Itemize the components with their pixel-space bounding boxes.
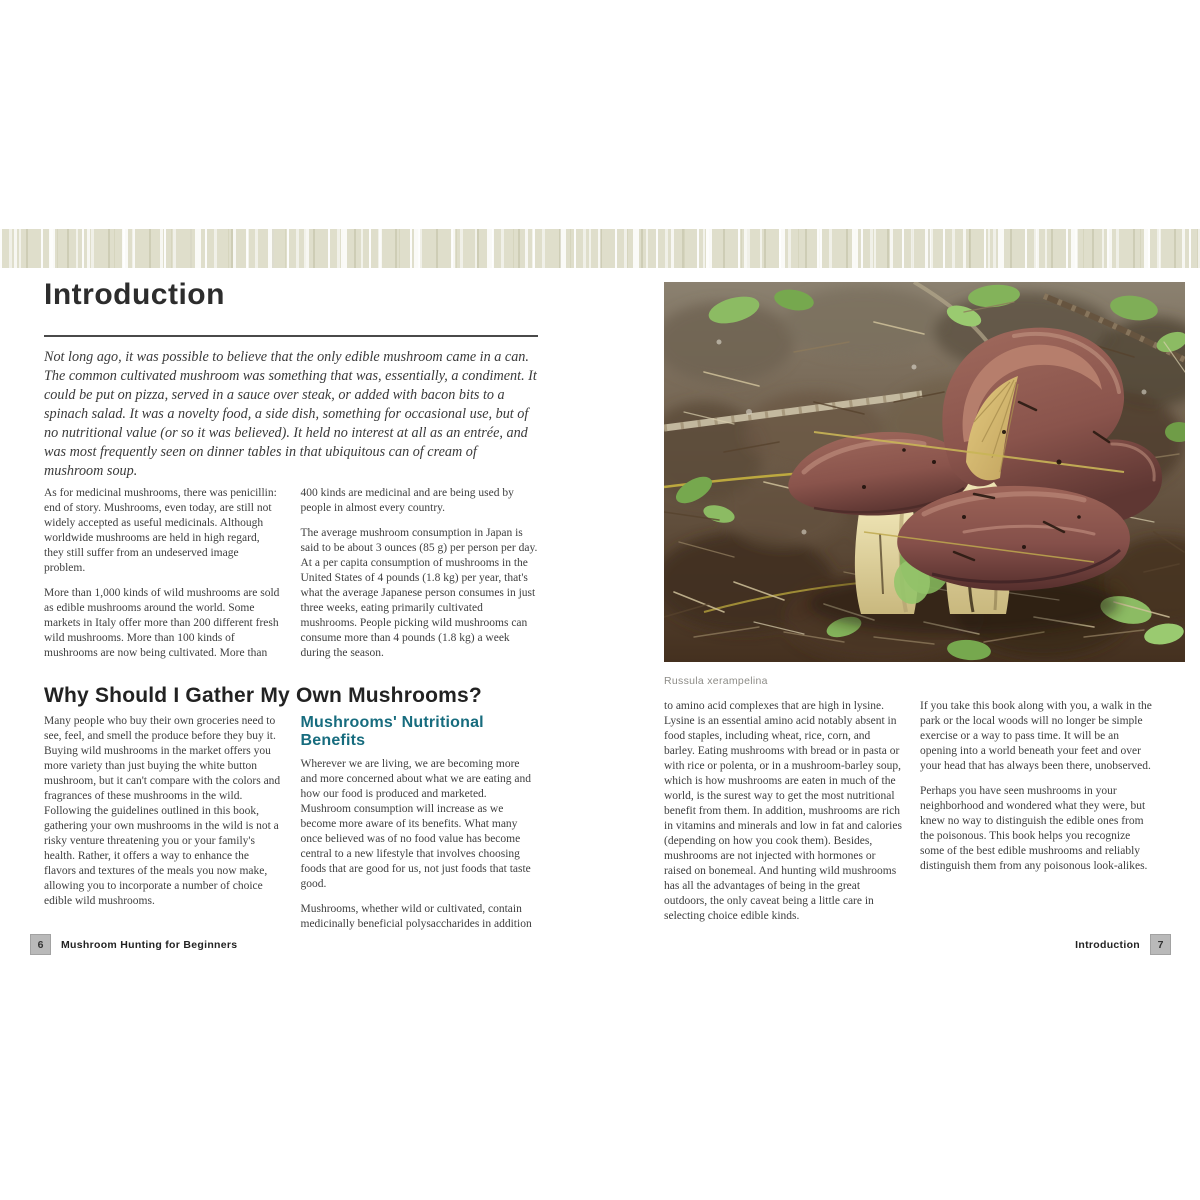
photo-caption: Russula xerampelina (664, 675, 768, 687)
right-page-columns (664, 699, 1157, 934)
page-number-left: 6 (30, 934, 51, 955)
left-page (44, 280, 538, 930)
right-page (664, 282, 1185, 934)
intro-column-1 (44, 486, 282, 671)
right-column-2 (920, 699, 1157, 934)
page-number-right: 7 (1150, 934, 1171, 955)
section-columns (44, 714, 538, 942)
decorative-texture-band (0, 229, 1200, 268)
footer-left (30, 934, 237, 955)
intro-columns (44, 486, 538, 671)
footer-chapter-title: Introduction (1075, 938, 1140, 951)
page-title: Introduction (44, 278, 225, 311)
footer-right (1075, 934, 1171, 955)
intro-column-2 (301, 486, 539, 671)
lede-paragraph: Not long ago, it was possible to believe that the only edible mushroom came in a can. The common cultivated mushroom was something that was, essentially, a condiment. It could be put on pizza, served in a sauce over steak, or added with bacon bits to a spinach salad. It was a novelty food, a side dish, something for occasional use, but of no nutritional value (or so it was believed). It held no interest at all as an entrée, and was most frequently seen on dinner tables in that ubiquitous can of cream of mushroom soup. (44, 349, 537, 479)
body-paragraph: The average mushroom consumption in Japan is said to be about 3 ounces (85 g) per person per day. At a per capita consumption of mushrooms in the United States of 4 pounds (1.8 kg) per year, that's what the average Japanese person consumes in just three weeks, eating primarily cultivated mushrooms. People picking wild mushrooms can consume more than 4 pounds (1.8 kg) a week during the season. (300, 527, 538, 659)
body-paragraph: As for medicinal mushrooms, there was penicillin: end of story. Mushrooms, even today, are still not widely accepted as useful medicinals. Although worldwide mushrooms are held in high regard, they still suffer from an undeserved image problem. (44, 487, 277, 574)
body-paragraph: 400 kinds are medicinal and are being used by people in almost every country. (300, 487, 514, 514)
body-paragraph: to amino acid complexes that are high in lysine. Lysine is an essential amino acid notably absent in food staples, including wheat, rice, corn, and barley. Eating mushrooms with bread or in pasta or with rice or polenta, or in a mushroom-barley soup, which is how mushrooms are eaten in much of the world, is the surest way to get the most nutritional benefit from them. In addition, mushrooms are rich in vitamins and minerals and low in fat and calories (depending on how you cook them). Besides, mushrooms are not injected with hormones or raised on bonemeal. And hunting wild mushrooms has all the advantages of being in the great outdoors, the only caveat being a little care in selecting choice edible kinds. (664, 700, 902, 922)
subsection-heading: Mushrooms' Nutritional Benefits (300, 714, 484, 749)
section-heading: Why Should I Gather My Own Mushrooms? (44, 684, 482, 707)
body-paragraph: If you take this book along with you, a walk in the park or the local woods will no longer be simple exercise or a way to pass time. It will be an opening into a world beneath your feet and over your head that has always been there, unobserved. (920, 700, 1152, 772)
section-column-2 (301, 714, 539, 942)
body-paragraph: Perhaps you have seen mushrooms in your neighborhood and wondered what they were, but knew no way to distinguish the edible ones from the poisonous. This book helps you recognize some of the best edible mushrooms and reliably distinguish them from any poisonous look-alikes. (920, 785, 1148, 872)
right-column-1 (664, 699, 904, 934)
body-paragraph: More than 1,000 kinds of wild mushrooms are sold as edible mushrooms around the world. Some markets in Italy offer more than 200 different fresh wild mushrooms. More than 100 kinds of mushrooms are now being cultivated. More than (44, 587, 280, 659)
body-paragraph: Wherever we are living, we are becoming more and more concerned about what we are eating and how our food is produced and marketed. Mushroom consumption will increase as we become more aware of its benefits. What many once believed was of no food value has become central to a new lifestyle that involves choosing foods that are good for us, not just foods that taste good. (300, 758, 532, 890)
title-rule (44, 335, 538, 337)
body-paragraph: Mushrooms, whether wild or cultivated, contain medicinally beneficial polysaccharides in addition (300, 903, 532, 930)
section-column-1 (44, 714, 282, 942)
body-paragraph: Many people who buy their own groceries need to see, feel, and smell the produce before they buy it. Buying wild mushrooms in the market offers you more variety than just buying the white button mushroom, but it can't compare with the colors and fragrances of these mushrooms in the wild. Following the guidelines outlined in this book, gathering your own mushrooms in the wild is not a risky venture threatening you or your family's health. Rather, it offers a way to enhance the flavors and textures of the meals you now make, allowing you to incorporate a number of choice edible wild mushrooms. (44, 715, 281, 907)
mushroom-photo (664, 282, 1185, 662)
footer-book-title: Mushroom Hunting for Beginners (61, 938, 238, 951)
